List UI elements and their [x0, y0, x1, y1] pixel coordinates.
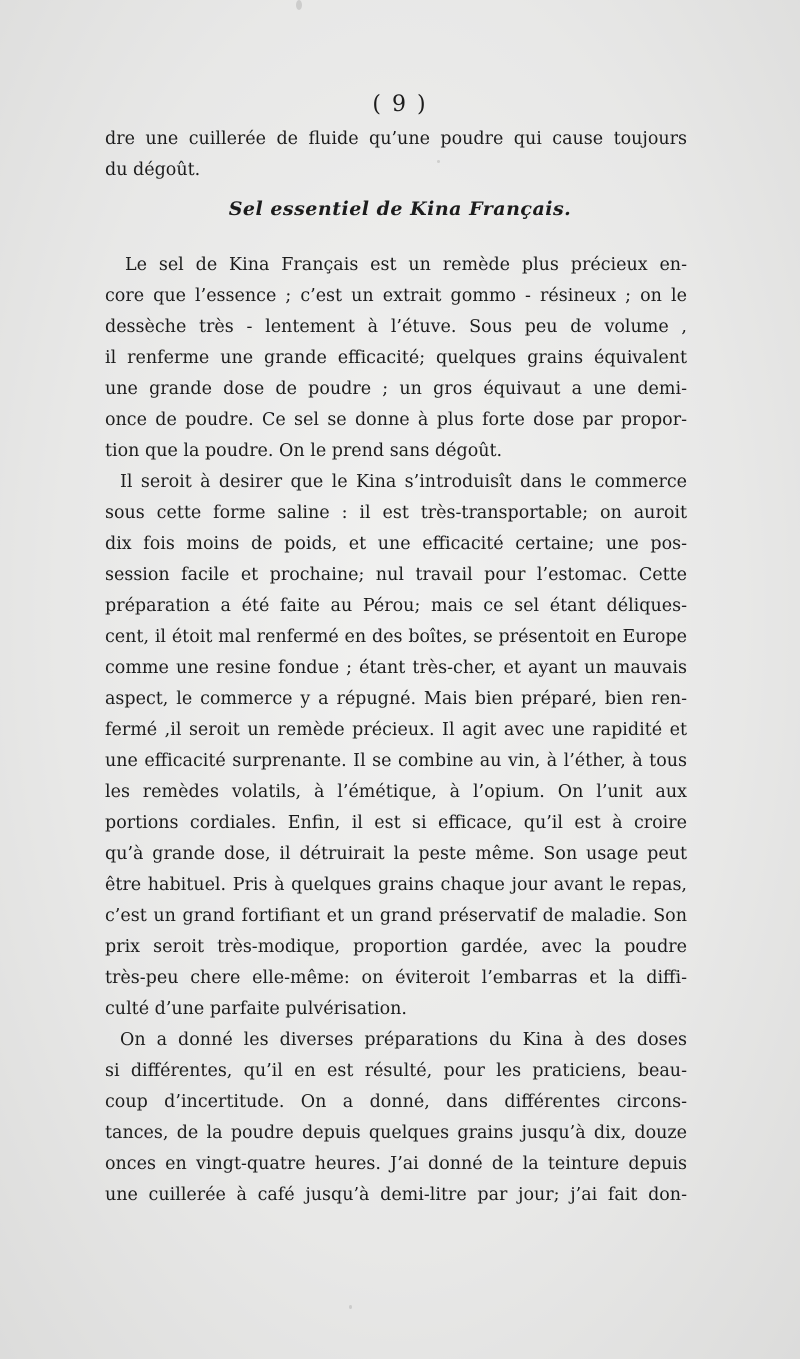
- text-line: session facile et prochaine; nul travail pour l’estomac. Cette: [105, 565, 687, 585]
- text-line: fermé ,il seroit un remède précieux. Il agit avec une rapidité et: [105, 720, 687, 740]
- text-line: once de poudre. Ce sel se donne à plus forte dose par propor-: [105, 410, 687, 430]
- text-line: dessèche très - lentement à l’étuve. Sous peu de volume ,: [105, 317, 687, 337]
- continued-paragraph: [105, 124, 687, 186]
- section-heading: Sel essentiel de Kina Français.: [228, 198, 572, 220]
- text-line: Il seroit à desirer que le Kina s’introduisît dans le commerce: [120, 472, 687, 492]
- text-line: tances, de la poudre depuis quelques grains jusqu’à dix, douze: [105, 1123, 687, 1143]
- paper-speck: [349, 1305, 352, 1309]
- text-line: coup d’incertitude. On a donné, dans différentes circons-: [105, 1092, 687, 1112]
- text-line: c’est un grand fortifiant et un grand préservatif de maladie. Son: [105, 906, 687, 926]
- text-line: portions cordiales. Enfin, il est si efficace, qu’il est à croire: [105, 813, 687, 833]
- text-line: core que l’essence ; c’est un extrait gommo - résineux ; on le: [105, 286, 687, 306]
- text-line: très-peu chere elle-même: on éviteroit l’embarras et la diffi-: [105, 968, 687, 988]
- text-line: une cuillerée à café jusqu’à demi-litre par jour; j’ai fait don-: [105, 1185, 687, 1205]
- text-line: prix seroit très-modique, proportion gardée, avec la poudre: [105, 937, 687, 957]
- text-line: qu’à grande dose, il détruirait la peste même. Son usage peut: [105, 844, 687, 864]
- text-line: être habituel. Pris à quelques grains chaque jour avant le repas,: [105, 875, 687, 895]
- text-line: il renferme une grande efficacité; quelques grains équivalent: [105, 348, 687, 368]
- text-line: Le sel de Kina Français est un remède plus précieux en-: [125, 255, 687, 275]
- text-line: dre une cuillerée de fluide qu’une poudre qui cause toujours: [105, 129, 687, 149]
- paragraph-3: [105, 1025, 687, 1211]
- text-line: préparation a été faite au Pérou; mais ce sel étant déliques-: [105, 596, 687, 616]
- text-line: les remèdes volatils, à l’émétique, à l’opium. On l’unit aux: [105, 782, 687, 802]
- text-line: sous cette forme saline : il est très-transportable; on auroit: [105, 503, 687, 523]
- text-line: tion que la poudre. On le prend sans dégoût.: [105, 441, 503, 461]
- text-line: cent, il étoit mal renfermé en des boîtes, se présentoit en Europe: [105, 627, 687, 647]
- text-line: culté d’une parfaite pulvérisation.: [105, 999, 407, 1019]
- page-number: ( 9 ): [372, 92, 428, 117]
- paragraph-2: [105, 467, 687, 1025]
- text-line: dix fois moins de poids, et une efficacité certaine; une pos-: [105, 534, 687, 554]
- text-line: comme une resine fondue ; étant très-cher, et ayant un mauvais: [105, 658, 687, 678]
- paragraph-1: [105, 250, 687, 467]
- paper-speck: [296, 0, 302, 10]
- text-line: onces en vingt-quatre heures. J’ai donné de la teinture depuis: [105, 1154, 687, 1174]
- text-line: aspect, le commerce y a répugné. Mais bien préparé, bien ren-: [105, 689, 687, 709]
- text-line: une efficacité surprenante. Il se combine au vin, à l’éther, à tous: [105, 751, 687, 771]
- text-line: une grande dose de poudre ; un gros équivaut a une demi-: [105, 379, 687, 399]
- text-line: On a donné les diverses préparations du Kina à des doses: [120, 1030, 687, 1050]
- text-line: si différentes, qu’il en est résulté, pour les praticiens, beau-: [105, 1061, 687, 1081]
- text-line: du dégoût.: [105, 160, 201, 180]
